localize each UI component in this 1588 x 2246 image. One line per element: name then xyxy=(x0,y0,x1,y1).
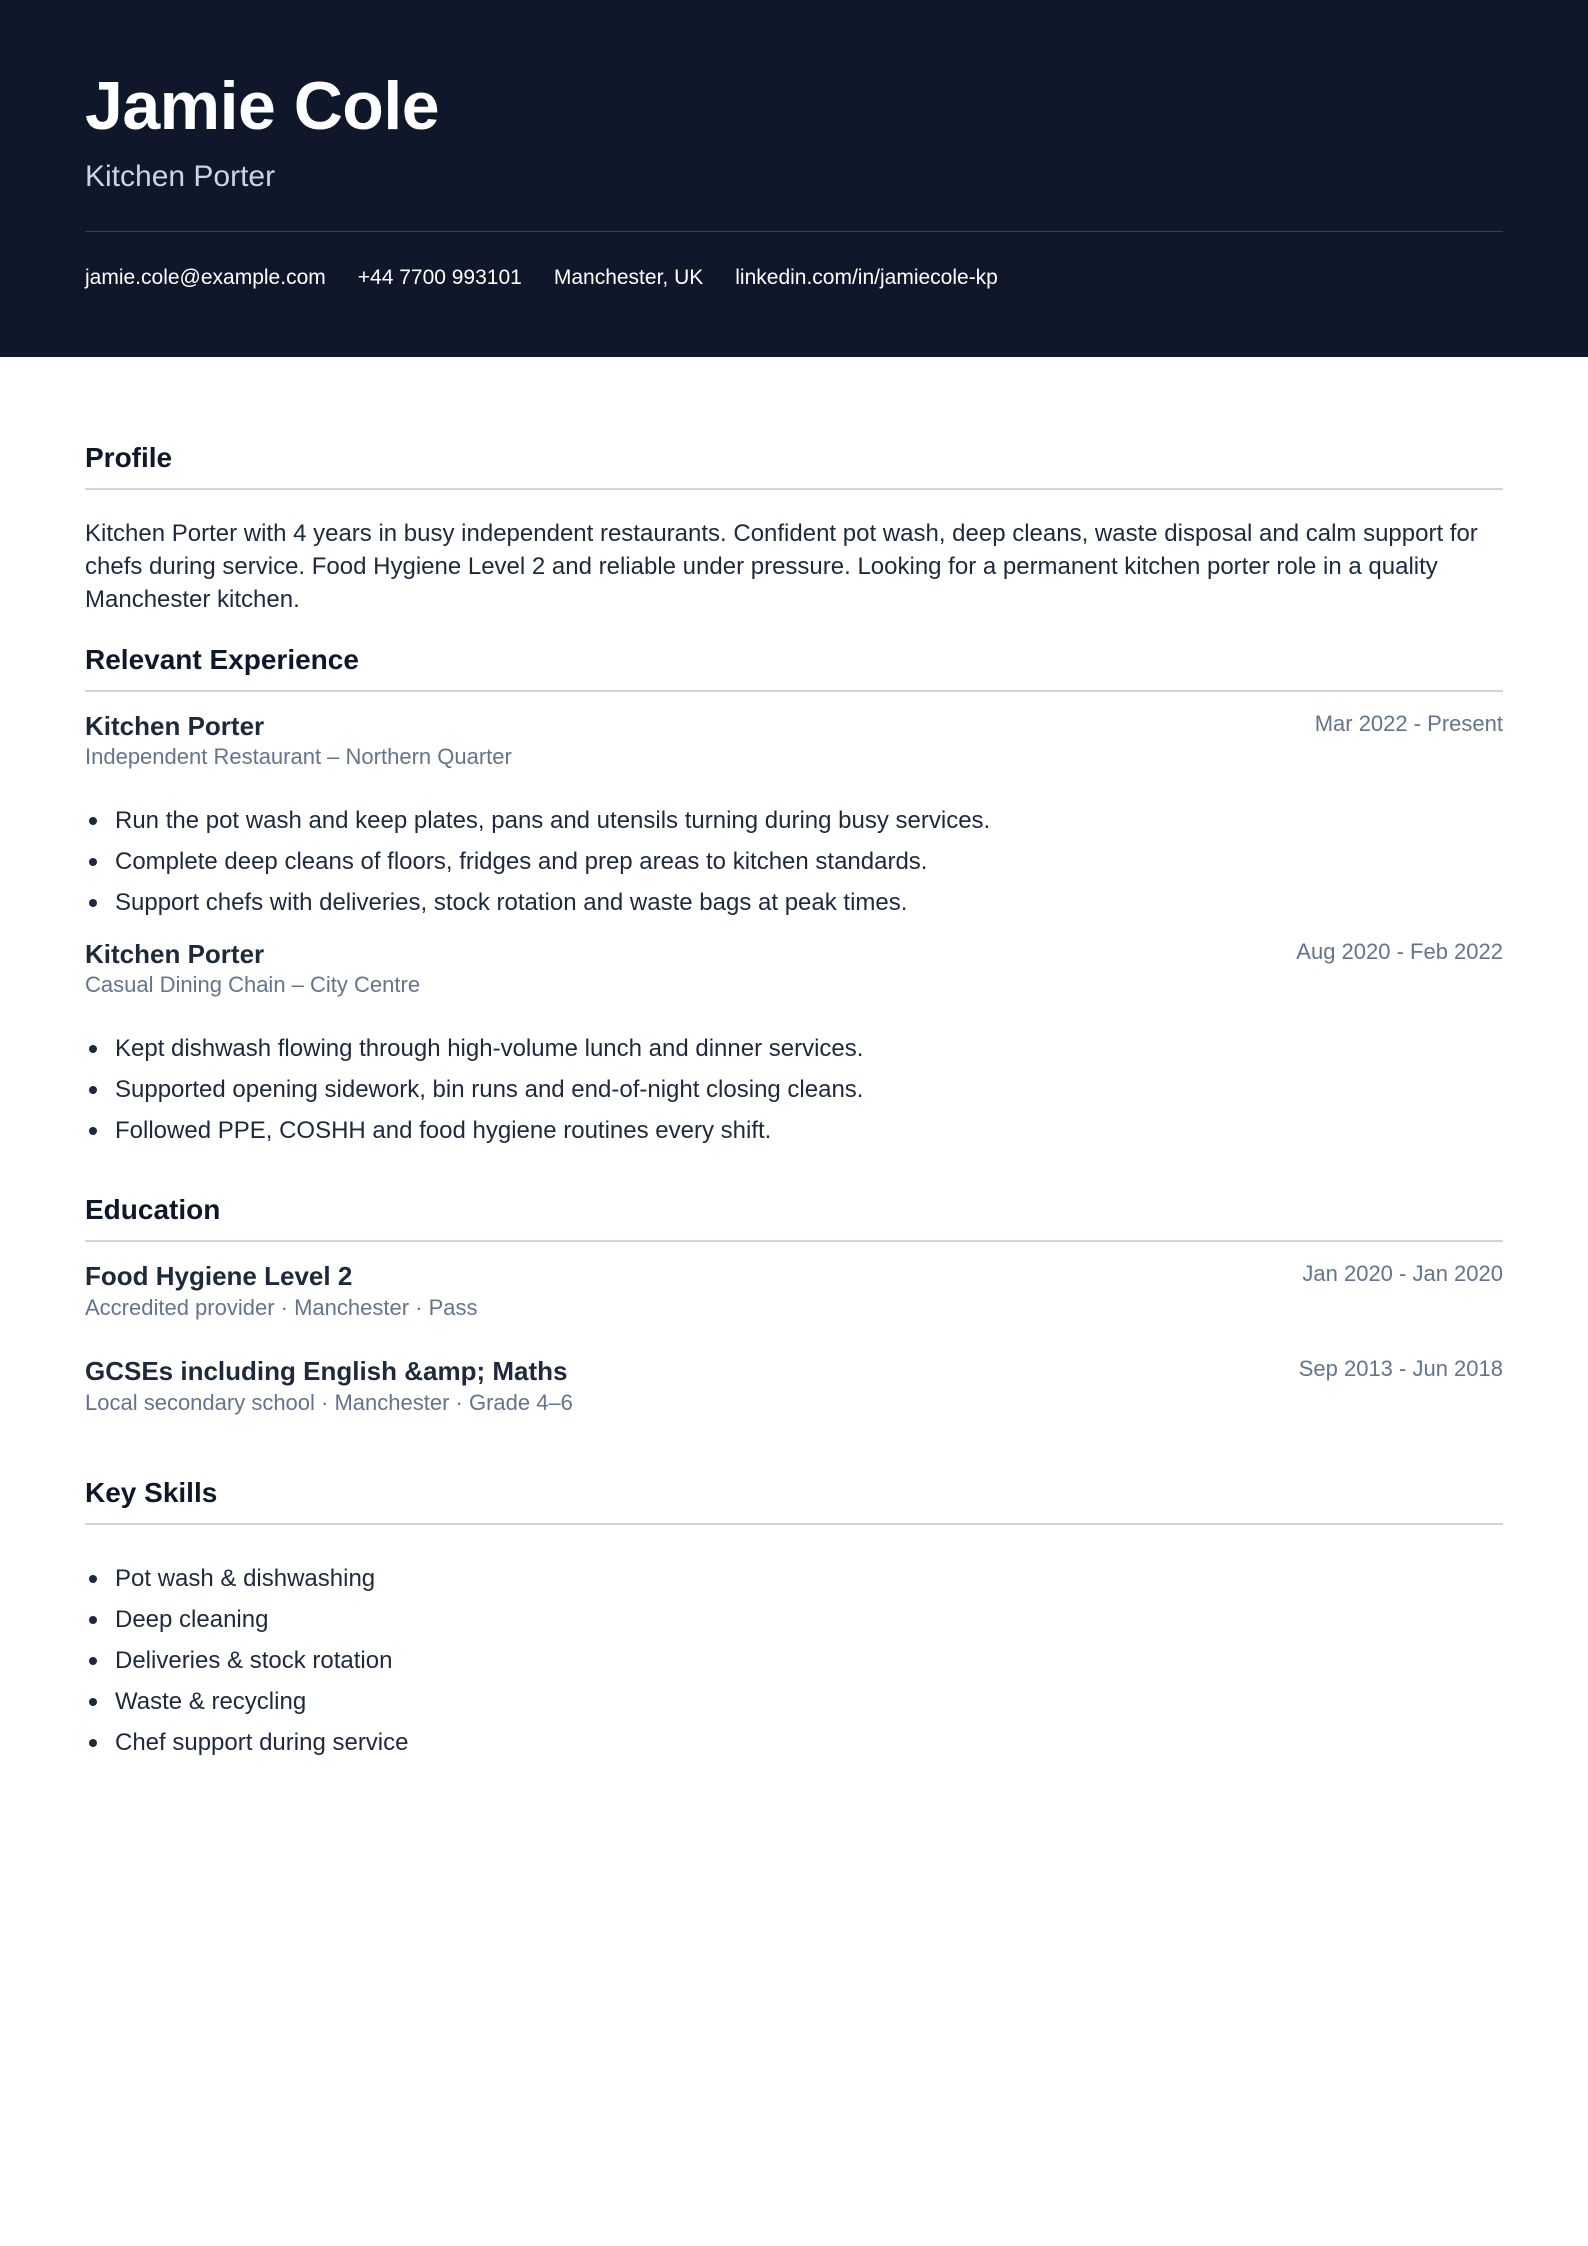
profile-summary: Kitchen Porter with 4 years in busy independent restaurants. Confident pot wash, deep cleans, waste disposal and calm support for chefs during service. Food Hygiene Level 2 and reliable under pressure. Looking for a permanent kitchen porter role in a quality Manchester kitchen. xyxy=(85,520,1478,613)
list-item: Deep cleaning xyxy=(85,1599,1503,1640)
job-dates: Aug 2020 - Feb 2022 xyxy=(1296,939,1503,964)
job-bullets xyxy=(85,800,1503,923)
header-divider xyxy=(85,231,1503,232)
list-item: Pot wash & dishwashing xyxy=(85,1558,1503,1599)
candidate-role: Kitchen Porter xyxy=(85,160,276,193)
contact-location: Manchester, UK xyxy=(553,266,704,289)
list-item: Support chefs with deliveries, stock rotation and waste bags at peak times. xyxy=(85,882,1503,923)
contact-list xyxy=(85,264,998,292)
job-employer: Casual Dining Chain – City Centre xyxy=(85,972,421,997)
skills-divider xyxy=(85,1523,1503,1525)
education-heading: Education xyxy=(85,1194,221,1225)
job-employer: Independent Restaurant – Northern Quarter xyxy=(85,744,512,769)
education-title: GCSEs including English &amp; Maths xyxy=(85,1356,568,1386)
profile-divider xyxy=(85,488,1503,490)
education-detail: Accredited provider · Manchester · Pass xyxy=(85,1295,478,1320)
contact-email[interactable]: jamie.cole@example.com xyxy=(85,266,326,289)
education-dates: Jan 2020 - Jan 2020 xyxy=(1302,1261,1503,1286)
list-item: Complete deep cleans of floors, fridges and prep areas to kitchen standards. xyxy=(85,841,1503,882)
job-dates: Mar 2022 - Present xyxy=(1314,711,1503,736)
job-bullets xyxy=(85,1028,1503,1151)
list-item: Run the pot wash and keep plates, pans and utensils turning during busy services. xyxy=(85,800,1503,841)
experience-divider xyxy=(85,690,1503,692)
skills-list xyxy=(85,1558,1503,1763)
experience-heading: Relevant Experience xyxy=(85,644,359,675)
list-item: Deliveries & stock rotation xyxy=(85,1640,1503,1681)
list-item: Waste & recycling xyxy=(85,1681,1503,1722)
skills-heading: Key Skills xyxy=(85,1477,218,1508)
resume-header xyxy=(0,0,1588,357)
list-item: Followed PPE, COSHH and food hygiene routines every shift. xyxy=(85,1110,1503,1151)
job-title: Kitchen Porter xyxy=(85,711,265,741)
contact-linkedin[interactable]: linkedin.com/in/jamiecole-kp xyxy=(735,266,998,289)
contact-phone[interactable]: +44 7700 993101 xyxy=(357,266,522,289)
education-divider xyxy=(85,1240,1503,1242)
education-detail: Local secondary school · Manchester · Grade 4–6 xyxy=(85,1390,573,1415)
job-title: Kitchen Porter xyxy=(85,939,265,969)
list-item: Kept dishwash flowing through high-volume lunch and dinner services. xyxy=(85,1028,1503,1069)
list-item: Chef support during service xyxy=(85,1722,1503,1763)
candidate-name: Jamie Cole xyxy=(85,68,440,144)
list-item: Supported opening sidework, bin runs and end-of-night closing cleans. xyxy=(85,1069,1503,1110)
education-title: Food Hygiene Level 2 xyxy=(85,1261,353,1291)
education-dates: Sep 2013 - Jun 2018 xyxy=(1298,1356,1503,1381)
profile-heading: Profile xyxy=(85,442,173,473)
